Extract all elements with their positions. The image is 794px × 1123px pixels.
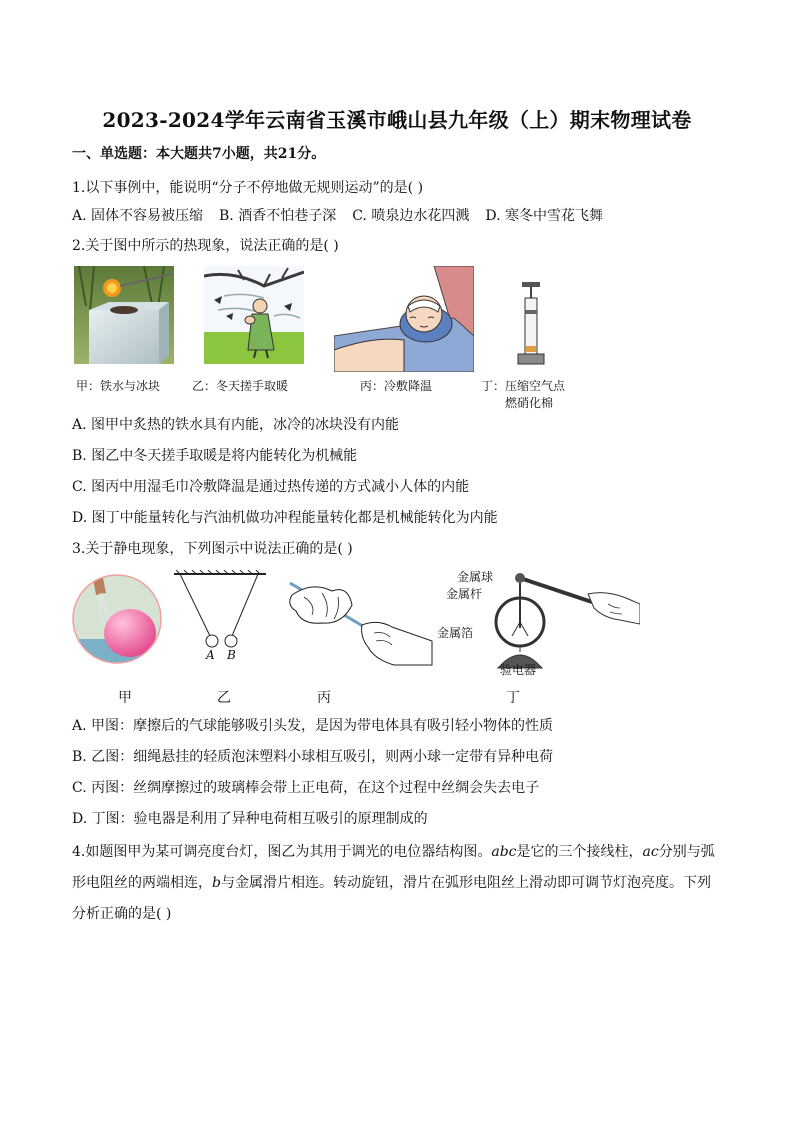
q2-option-b[interactable]: B. 图乙中冬天搓手取暖是将内能转化为机械能	[72, 448, 358, 464]
q4-stem-line3: 分析正确的是( )	[72, 906, 172, 922]
caption-bing-q3: 丙	[317, 690, 331, 706]
q1-options	[72, 206, 619, 226]
q2-option-d[interactable]: D. 图丁中能量转化与汽油机做功冲程能量转化都是机械能转化为内能	[72, 510, 498, 526]
caption-yi-q3: 乙	[217, 690, 231, 706]
air-compression-igniter-image	[514, 280, 548, 370]
silk-glass-rod-image	[282, 575, 434, 667]
caption-jia-q3: 甲	[118, 690, 132, 706]
q3-option-c[interactable]: C. 丙图：丝绸摩擦过的玻璃棒会带上正电荷，在这个过程中丝绸会失去电子	[72, 780, 540, 796]
balloon-hair-image	[72, 573, 162, 665]
q3-option-b[interactable]: B. 乙图：细绳悬挂的轻质泡沫塑料小球相互吸引，则两小球一定带有异种电荷	[72, 749, 554, 765]
q1-option-d[interactable]: D. 寒冬中雪花飞舞	[485, 208, 603, 224]
cold-compress-image	[334, 266, 474, 372]
caption-ding-q2-line2: 燃硝化棉	[505, 396, 554, 410]
q1-option-b[interactable]: B. 酒香不怕巷子深	[219, 208, 337, 224]
q3-stem: 3.关于静电现象，下列图示中说法正确的是( )	[72, 541, 353, 557]
electroscope-label: 验电器	[500, 663, 537, 677]
q1-option-a[interactable]: A. 固体不容易被压缩	[72, 208, 204, 224]
caption-ding-q3: 丁	[506, 690, 520, 706]
q2-stem: 2.关于图中所示的热现象，说法正确的是( )	[72, 238, 339, 254]
ball-b-label: B	[227, 648, 236, 662]
q2-option-a[interactable]: A. 图甲中炙热的铁水具有内能，冰冷的冰块没有内能	[72, 417, 400, 433]
q1-option-c[interactable]: C. 喷泉边水花四溅	[352, 208, 470, 224]
metal-foil-label: 金属箔	[437, 626, 474, 640]
q4-stem-line1: 4.如题图甲为某可调亮度台灯，图乙为其用于调光的电位器结构图。abc是它的三个接线柱，ac分别与弧	[72, 844, 715, 860]
caption-yi-q2: 乙：冬天搓手取暖	[192, 379, 289, 393]
metal-rod-label: 金属杆	[446, 587, 483, 601]
page-title: 2023-2024学年云南省玉溪市峨山县九年级（上）期末物理试卷	[102, 108, 692, 132]
q3-option-a[interactable]: A. 甲图：摩擦后的气球能够吸引头发，是因为带电体具有吸引轻小物体的性质	[72, 718, 554, 734]
rubbing-hands-image	[204, 266, 304, 364]
q1-stem: 1.以下事例中，能说明“分子不停地做无规则运动”的是( )	[72, 180, 424, 196]
q2-option-c[interactable]: C. 图丙中用湿毛巾冷敷降温是通过热传递的方式减小人体的内能	[72, 479, 470, 495]
caption-bing-q2: 丙：冷敷降温	[360, 379, 433, 393]
section-heading: 一、单选题：本大题共7小题，共21分。	[72, 146, 326, 162]
caption-jia-q2: 甲：铁水与冰块	[76, 379, 161, 393]
suspended-balls-image	[172, 570, 268, 662]
electroscope-image	[480, 568, 640, 672]
caption-ding-q2: 丁：压缩空气点	[481, 379, 566, 393]
metal-ball-label: 金属球	[457, 570, 494, 584]
ball-a-label: A	[206, 648, 215, 662]
q4-stem-line2: 形电阻丝的两端相连，b与金属滑片相连。转动旋钮，滑片在弧形电阻丝上滑动即可调节灯泡亮度。下列	[72, 875, 711, 891]
iron-and-ice-image	[74, 266, 174, 364]
q3-option-d[interactable]: D. 丁图：验电器是利用了异种电荷相互吸引的原理制成的	[72, 811, 428, 827]
